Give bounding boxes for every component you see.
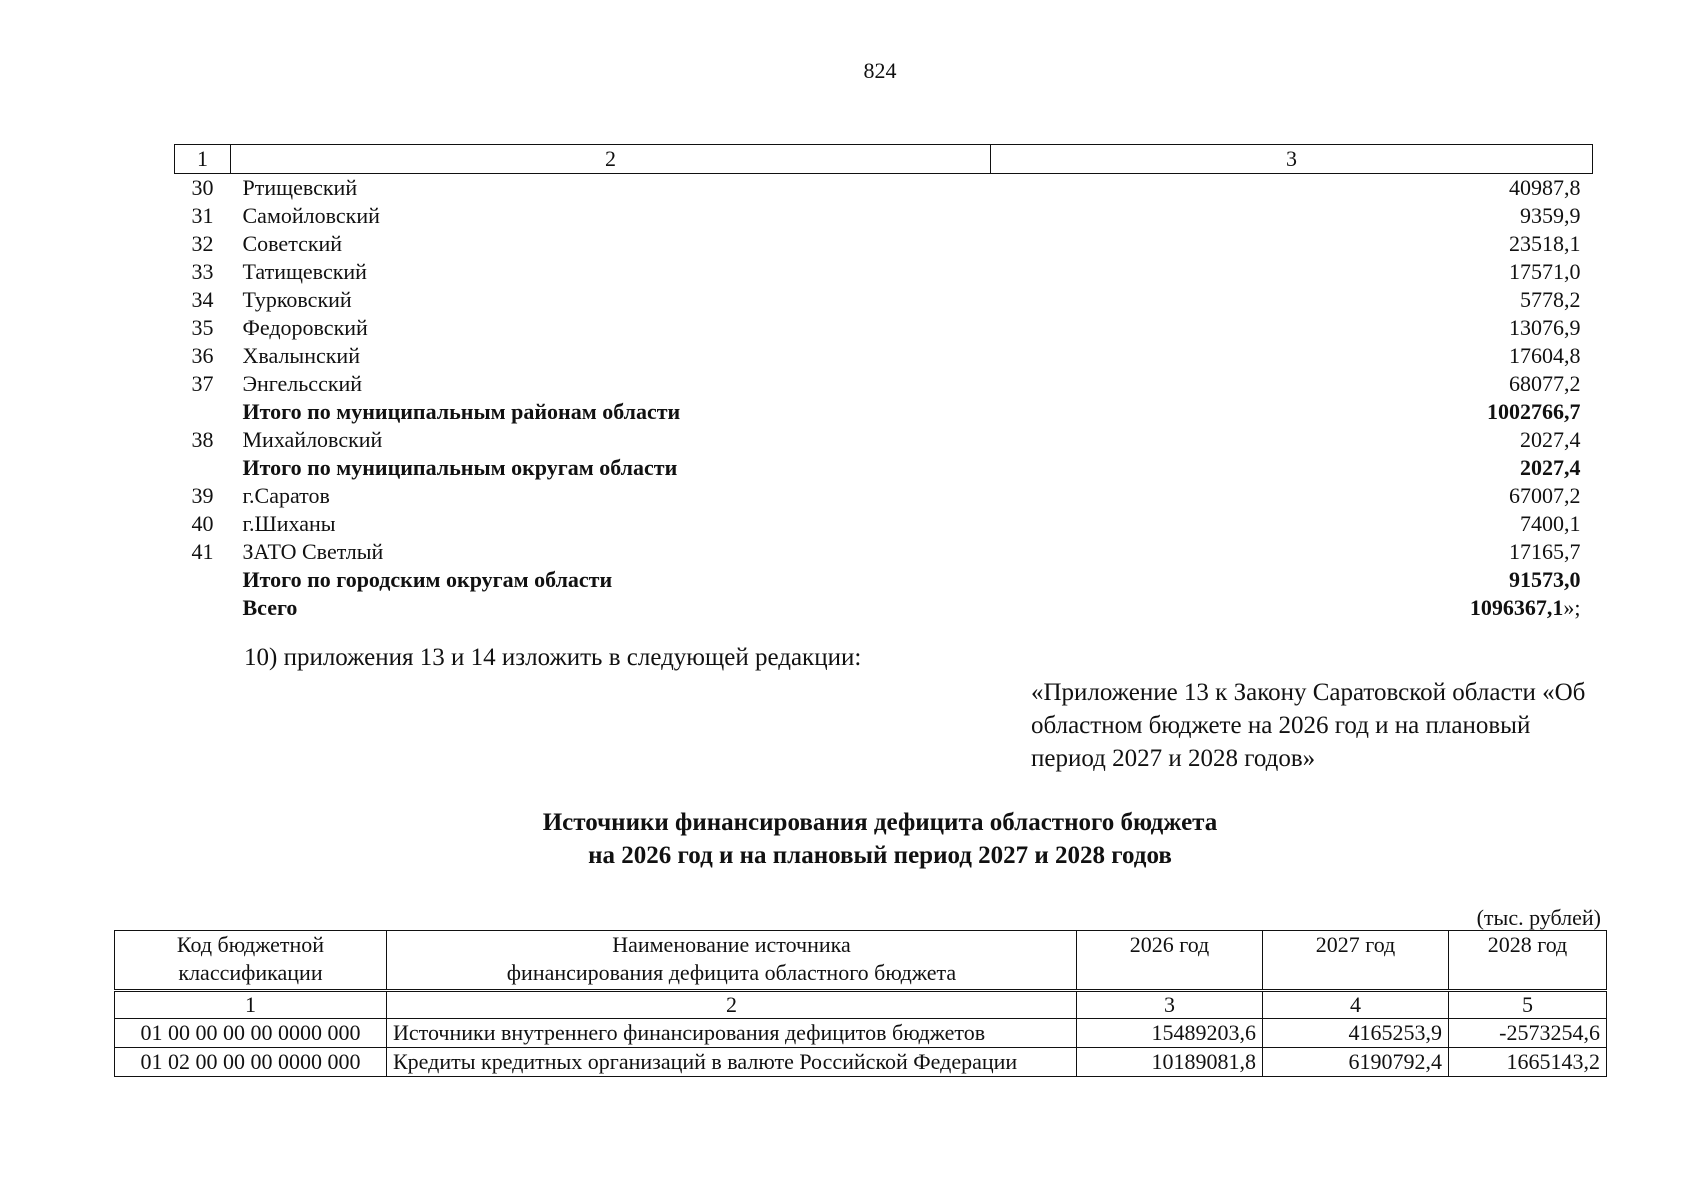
row-value: 40987,8 bbox=[1509, 175, 1581, 200]
row-number: 33 bbox=[191, 259, 214, 284]
row-name: г.Шиханы bbox=[242, 511, 336, 536]
row-name: Михайловский bbox=[242, 427, 383, 452]
header-2027: 2027 год bbox=[1263, 931, 1449, 991]
table-row bbox=[175, 398, 1593, 426]
row-name: Итого по муниципальным районам области bbox=[242, 399, 681, 424]
row-value: 1002766,7 bbox=[1487, 399, 1581, 424]
row-value-cell bbox=[991, 398, 1593, 426]
table-row bbox=[175, 510, 1593, 538]
row-value: 91573,0 bbox=[1509, 567, 1581, 592]
row-number: 41 bbox=[191, 539, 214, 564]
row-number: 35 bbox=[191, 315, 214, 340]
row-value-cell bbox=[991, 174, 1593, 203]
row-number bbox=[175, 566, 231, 594]
table-row bbox=[175, 286, 1593, 314]
row-name: Самойловский bbox=[242, 203, 380, 228]
row-value-cell bbox=[991, 454, 1593, 482]
row-value-cell bbox=[991, 510, 1593, 538]
table-row bbox=[175, 594, 1593, 622]
row-value-cell bbox=[991, 230, 1593, 258]
table-row bbox=[115, 1048, 1607, 1077]
row-name: ЗАТО Светлый bbox=[242, 539, 384, 564]
column-number: 3 bbox=[1077, 991, 1263, 1019]
header-2026: 2026 год bbox=[1077, 931, 1263, 991]
table-row bbox=[115, 1019, 1607, 1048]
row-number: 39 bbox=[191, 483, 214, 508]
table-row bbox=[175, 566, 1593, 594]
row-number: 32 bbox=[191, 231, 214, 256]
financing-sources-table bbox=[114, 930, 1607, 1077]
table-row bbox=[175, 454, 1593, 482]
row-value: 9359,9 bbox=[1520, 203, 1581, 228]
column-header-2: 2 bbox=[231, 145, 991, 174]
table-row bbox=[175, 538, 1593, 566]
row-value-cell bbox=[991, 286, 1593, 314]
row-number: 30 bbox=[191, 175, 214, 200]
value-2028: 1665143,2 bbox=[1449, 1048, 1607, 1077]
row-name: Советский bbox=[242, 231, 343, 256]
row-number bbox=[175, 454, 231, 482]
row-number: 34 bbox=[191, 287, 214, 312]
appendix-reference: «Приложение 13 к Закону Саратовской области «Об областном бюджете на 2026 год и на плановый период 2027 и 2028 годов» bbox=[1031, 679, 1586, 772]
header-code-line-1: Код бюджетной bbox=[176, 932, 325, 957]
row-value: 2027,4 bbox=[1520, 427, 1581, 452]
row-name: Итого по муниципальным округам области bbox=[242, 455, 678, 480]
value-2026: 15489203,6 bbox=[1077, 1019, 1263, 1048]
column-numbers-row bbox=[115, 991, 1607, 1019]
row-number bbox=[175, 398, 231, 426]
row-name: Ртищевский bbox=[242, 175, 358, 200]
municipal-table-header bbox=[175, 145, 1593, 174]
row-name: Татищевский bbox=[242, 259, 367, 284]
table-row bbox=[175, 426, 1593, 454]
document-title bbox=[0, 806, 1697, 872]
row-value: 17604,8 bbox=[1509, 343, 1581, 368]
page-number: 824 bbox=[863, 58, 897, 83]
value-2027: 4165253,9 bbox=[1263, 1019, 1449, 1048]
row-value-cell bbox=[991, 202, 1593, 230]
column-number: 4 bbox=[1263, 991, 1449, 1019]
header-code-line-2: классификации bbox=[178, 960, 323, 985]
row-name: г.Саратов bbox=[242, 483, 330, 508]
units-note: (тыс. рублей) bbox=[1476, 905, 1601, 930]
row-number: 38 bbox=[191, 427, 214, 452]
row-name: Энгельсский bbox=[242, 371, 363, 396]
row-value-cell bbox=[991, 342, 1593, 370]
column-number: 1 bbox=[115, 991, 387, 1019]
row-value-cell bbox=[991, 426, 1593, 454]
table-row bbox=[175, 174, 1593, 203]
row-value: 13076,9 bbox=[1509, 315, 1581, 340]
value-2028: -2573254,6 bbox=[1449, 1019, 1607, 1048]
amendment-paragraph: 10) приложения 13 и 14 изложить в следующей редакции: bbox=[244, 644, 862, 671]
row-value-cell bbox=[991, 370, 1593, 398]
budget-code: 01 02 00 00 00 0000 000 bbox=[115, 1048, 387, 1077]
table-row bbox=[175, 482, 1593, 510]
table-row bbox=[175, 230, 1593, 258]
row-value-cell bbox=[991, 314, 1593, 342]
table-row bbox=[175, 342, 1593, 370]
table-row bbox=[175, 202, 1593, 230]
header-name-line-2: финансирования дефицита областного бюджета bbox=[506, 960, 957, 985]
column-number: 5 bbox=[1449, 991, 1607, 1019]
row-value-cell bbox=[991, 594, 1593, 622]
row-value: 68077,2 bbox=[1509, 371, 1581, 396]
row-value: 23518,1 bbox=[1509, 231, 1581, 256]
value-2026: 10189081,8 bbox=[1077, 1048, 1263, 1077]
municipal-table bbox=[174, 144, 1593, 622]
row-number: 31 bbox=[191, 203, 214, 228]
row-name: Итого по городским округам области bbox=[242, 567, 613, 592]
title-line-1: Источники финансирования дефицита областного бюджета bbox=[542, 809, 1218, 836]
row-value-cell bbox=[991, 538, 1593, 566]
row-number: 40 bbox=[191, 511, 214, 536]
header-code bbox=[115, 931, 387, 991]
row-name: Хвалынский bbox=[242, 343, 360, 368]
header-2028: 2028 год bbox=[1449, 931, 1607, 991]
header-source-name bbox=[387, 931, 1077, 991]
financing-table-header bbox=[115, 931, 1607, 991]
table-row bbox=[175, 314, 1593, 342]
budget-code: 01 00 00 00 00 0000 000 bbox=[115, 1019, 387, 1048]
value-2027: 6190792,4 bbox=[1263, 1048, 1449, 1077]
column-number: 2 bbox=[387, 991, 1077, 1019]
row-value: 2027,4 bbox=[1520, 455, 1581, 480]
table-row bbox=[175, 370, 1593, 398]
row-value-cell bbox=[991, 258, 1593, 286]
row-number: 36 bbox=[191, 343, 214, 368]
row-value-cell bbox=[991, 566, 1593, 594]
title-line-2: на 2026 год и на плановый период 2027 и 2028 годов bbox=[588, 842, 1172, 869]
row-name: Федоровский bbox=[242, 315, 368, 340]
row-value: 17165,7 bbox=[1509, 539, 1581, 564]
table-row bbox=[175, 258, 1593, 286]
row-number: 37 bbox=[191, 371, 214, 396]
source-name: Кредиты кредитных организаций в валюте Российской Федерации bbox=[387, 1048, 1077, 1077]
row-value: 1096367,1 bbox=[1469, 595, 1564, 620]
row-value-suffix: »; bbox=[1563, 595, 1581, 620]
row-name: Всего bbox=[242, 595, 298, 620]
row-value: 17571,0 bbox=[1509, 259, 1581, 284]
source-name: Источники внутреннего финансирования дефицитов бюджетов bbox=[387, 1019, 1077, 1048]
column-header-1: 1 bbox=[175, 145, 231, 174]
row-value: 7400,1 bbox=[1520, 511, 1581, 536]
row-value: 5778,2 bbox=[1520, 287, 1581, 312]
header-name-line-1: Наименование источника bbox=[612, 932, 851, 957]
row-number bbox=[175, 594, 231, 622]
column-header-3: 3 bbox=[991, 145, 1593, 174]
row-value: 67007,2 bbox=[1509, 483, 1581, 508]
row-name: Турковский bbox=[242, 287, 352, 312]
row-value-cell bbox=[991, 482, 1593, 510]
